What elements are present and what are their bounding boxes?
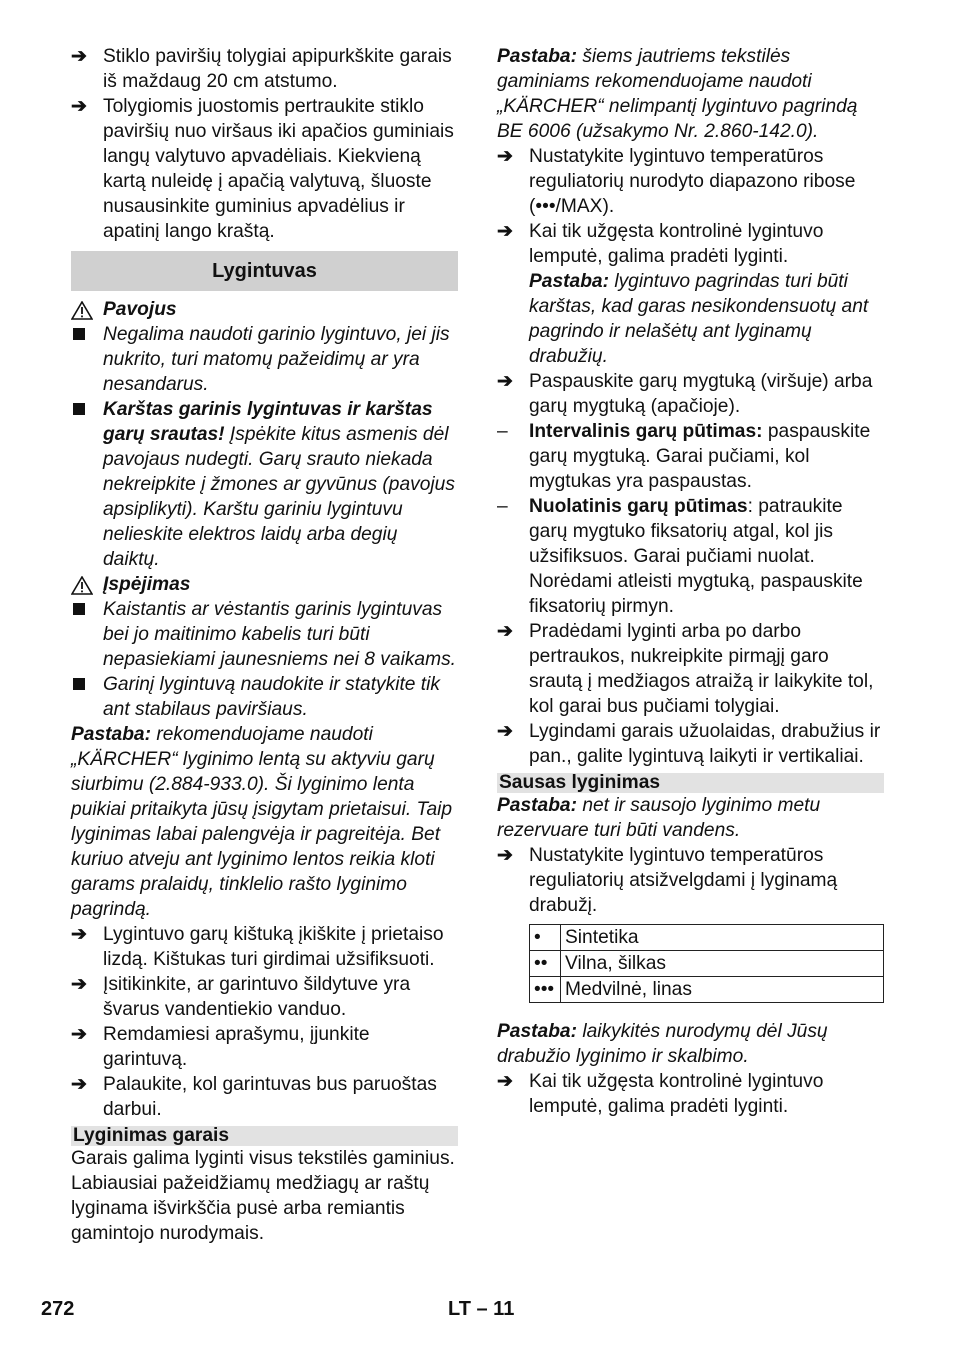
instruction-step: [71, 94, 458, 244]
warning-heading: [71, 572, 458, 597]
warning-triangle-icon: [71, 301, 93, 320]
danger-item: [71, 322, 458, 397]
instruction-step: [71, 1022, 458, 1072]
dash-text: paspauskite garų mygtuką. Garai pučiami, kol mygtukas yra paspaustas.: [529, 421, 871, 492]
table-row: [530, 925, 884, 951]
note-label: Pastaba:: [497, 1021, 577, 1042]
step-text: Paspauskite garų mygtuką (viršuje) arba garų mygtuką (apačioje).: [529, 371, 873, 417]
arrow-icon: ➔: [71, 1024, 88, 1045]
step-text: Lygindami garais užuolaidas, drabužius ir pan., galite lygintuvą laikyti ir vertikaliai.: [529, 721, 881, 767]
step-text: Tolygiomis juostomis pertraukite stiklo paviršių nuo viršaus iki apačios guminiais langų valytuvo apvadėliais. Kiekvieną kartą nuleidę į apačią valytuvą, šluoste nusausinkite guminius apvadėlius ir apatinį lango kraštą.: [103, 96, 454, 242]
step-text: Stiklo paviršių tolygiai apipurkškite garais iš maždaug 20 cm atstumo.: [103, 46, 452, 92]
step-text: Įsitikinkite, ar garintuvo šildytuve yra švarus vandentiekio vanduo.: [103, 974, 411, 1020]
step-text: Lygintuvo garų kištuką įkiškite į prietaiso lizdą. Kištukas turi girdimai užsifiksuoti.: [103, 924, 444, 970]
temperature-table: [529, 924, 884, 1003]
square-bullet-icon: [73, 328, 85, 340]
note-label: Pastaba:: [497, 795, 577, 816]
dash-marker: –: [497, 496, 508, 517]
warning-text: Garinį lygintuvą naudokite ir statykite tik ant stabilaus paviršiaus.: [103, 674, 440, 720]
warning-text: Kaistantis ar vėstantis garinis lygintuvas bei jo maitinimo kabelis turi būti nepasiekiami jaunesniems nei 8 vaikams.: [103, 599, 457, 670]
dash-item: [497, 419, 884, 494]
square-bullet-icon: [73, 403, 85, 415]
instruction-step: [497, 843, 884, 918]
arrow-icon: ➔: [71, 974, 88, 995]
section-title: Lygintuvas: [71, 251, 458, 291]
page-number: 272: [41, 1298, 75, 1320]
arrow-icon: ➔: [497, 845, 514, 866]
danger-bold: Karštas garinis lygintuvas ir karštas garų srautas!: [103, 399, 433, 445]
instruction-step: [497, 719, 884, 769]
note-paragraph: [71, 722, 458, 922]
square-bullet-icon: [73, 603, 85, 615]
dash-bold: Nuolatinis garų pūtimas: [529, 496, 748, 517]
dots-cell: •••: [530, 977, 561, 1003]
arrow-icon: ➔: [497, 1071, 514, 1092]
step-note: [529, 269, 884, 369]
dots-cell: ••: [530, 951, 561, 977]
note-text: laikykitės nurodymų dėl Jūsų drabužio lyginimo ir skalbimo.: [497, 1021, 828, 1067]
warning-label: Įspėjimas: [103, 574, 191, 595]
step-text: Nustatykite lygintuvo temperatūros reguliatorių nurodyto diapazono ribose (•••/MAX).: [529, 146, 856, 217]
warning-item: [71, 672, 458, 722]
note-text: šiems jautriems tekstilės gaminiams rekomenduojame naudoti „KÄRCHER“ nelimpantį lygintuvo pagrindą BE 6006 (užsakymo Nr. 2.860-142.0).: [497, 46, 858, 142]
instruction-step: [497, 369, 884, 419]
note-paragraph: [497, 793, 884, 843]
instruction-step: [497, 1069, 884, 1119]
step-text: Pradėdami lyginti arba po darbo pertraukos, nukreipkite pirmąjį garo srautą į medžiagos atraižą ir laikykite tol, kol garai bus pučiami tolygiai.: [529, 621, 874, 717]
arrow-icon: ➔: [497, 146, 514, 167]
arrow-icon: ➔: [497, 621, 514, 642]
table-row: [530, 977, 884, 1003]
step-text: Nustatykite lygintuvo temperatūros reguliatorių atsižvelgdami į lyginamą drabužį.: [529, 845, 838, 916]
table-row: [530, 951, 884, 977]
step-text: Remdamiesi aprašymu, įjunkite garintuvą.: [103, 1024, 370, 1070]
note-label: Pastaba:: [529, 271, 609, 292]
arrow-icon: ➔: [71, 924, 88, 945]
instruction-step: [497, 144, 884, 219]
note-paragraph: [497, 1019, 884, 1069]
fabric-cell: Medvilnė, linas: [561, 977, 884, 1003]
arrow-icon: ➔: [71, 1074, 88, 1095]
danger-label: Pavojus: [103, 299, 177, 320]
note-text: net ir sausojo lyginimo metu rezervuare turi būti vandens.: [497, 795, 821, 841]
danger-heading: [71, 297, 458, 322]
step-text: Palaukite, kol garintuvas bus paruoštas darbui.: [103, 1074, 437, 1120]
step-text: Kai tik užgęsta kontrolinė lygintuvo lemputė, galima pradėti lyginti.: [529, 1071, 824, 1117]
right-column: [497, 44, 884, 1119]
dash-item: [497, 494, 884, 619]
fabric-cell: Sintetika: [561, 925, 884, 951]
note-label: Pastaba:: [497, 46, 577, 67]
danger-item: [71, 397, 458, 572]
warning-triangle-icon: [71, 576, 93, 595]
instruction-step: [497, 219, 884, 369]
note-text: rekomenduojame naudoti „KÄRCHER“ lyginimo lentą su aktyviu garų siurbimu (2.884-933.0). Ši lyginimo lenta puikiai pritaikyta jūsų įsigytam prietaisui. Taip lyginimas labai palengvėja ir pagreitėja. Bet kuriuo atveju ant lyginimo lentos reikia kloti garams pralaidų, tinklelio rašto lyginimo pagrindą.: [71, 724, 453, 920]
square-bullet-icon: [73, 678, 85, 690]
arrow-icon: ➔: [497, 221, 514, 242]
dash-marker: –: [497, 421, 508, 442]
instruction-step: [71, 44, 458, 94]
step-text: Kai tik užgęsta kontrolinė lygintuvo lemputė, galima pradėti lyginti.: [529, 221, 824, 267]
note-paragraph: [497, 44, 884, 144]
subsection-title: Sausas lyginimas: [497, 773, 884, 793]
instruction-step: [497, 619, 884, 719]
danger-text: Įspėkite kitus asmenis dėl pavojaus nudegti. Garų srauto niekada nekreipkite į žmones ar gyvūnus (pavojus apsiplikyti). Karštu gariniu lygintuvu nelieskite elektros laidų arba degių daiktų.: [103, 424, 455, 570]
instruction-step: [71, 972, 458, 1022]
instruction-step: [71, 1072, 458, 1122]
subsection-title: Lyginimas garais: [71, 1126, 458, 1146]
instruction-step: [71, 922, 458, 972]
dash-bold: Intervalinis garų pūtimas:: [529, 421, 763, 442]
arrow-icon: ➔: [71, 46, 88, 67]
dash-text: : patraukite garų mygtuko fiksatorių atgal, kol jis užsifiksuos. Garai pučiami nuolat. Norėdami atleisti mygtuką, paspauskite fiksatorių pirmyn.: [529, 496, 863, 617]
danger-text: Negalima naudoti garinio lygintuvo, jei jis nukrito, turi matomų pažeidimų ar yra nesandarus.: [103, 324, 450, 395]
warning-item: [71, 597, 458, 672]
note-label: Pastaba:: [71, 724, 151, 745]
language-page-label: LT – 11: [448, 1298, 515, 1320]
dots-cell: •: [530, 925, 561, 951]
fabric-cell: Vilna, šilkas: [561, 951, 884, 977]
note-text: lygintuvo pagrindas turi būti karštas, kad garas nesikondensuotų ant pagrindo ir nelašėtų ant lyginamų drabužių.: [529, 271, 869, 367]
subsection-text: Garais galima lyginti visus tekstilės gaminius. Labiausiai pažeidžiamų medžiagų ar raštų lyginama išvirkščia pusė arba remiantis gamintojo nurodymais.: [71, 1148, 455, 1244]
arrow-icon: ➔: [497, 721, 514, 742]
left-column: [71, 44, 458, 1246]
arrow-icon: ➔: [497, 371, 514, 392]
arrow-icon: ➔: [71, 96, 88, 117]
